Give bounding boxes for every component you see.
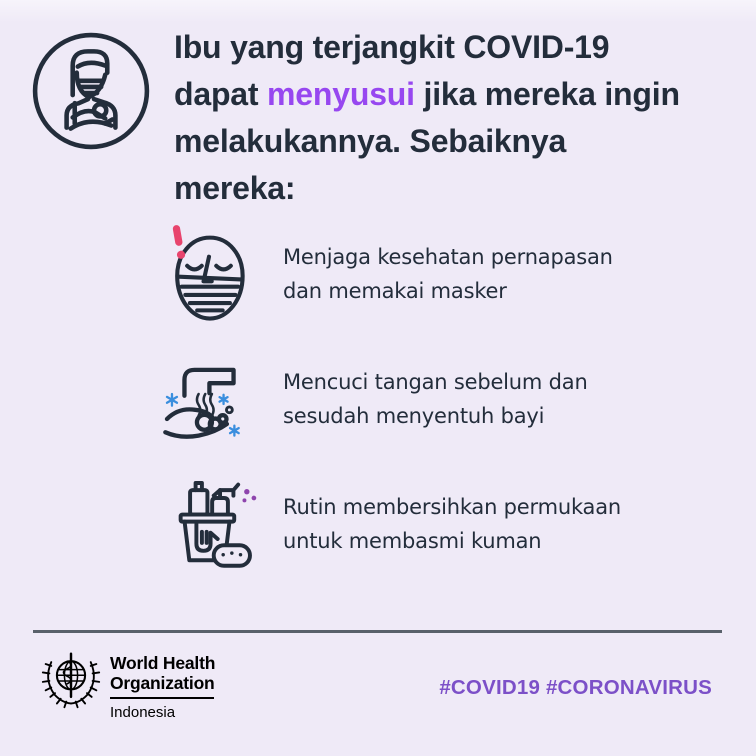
title-line-4: mereka: [174, 170, 296, 206]
masked-face-icon [157, 222, 261, 326]
footer [40, 646, 712, 721]
title-line-2: dapat menyusui jika mereka ingin [174, 76, 680, 112]
list-item-cleaning [157, 472, 756, 576]
header [0, 0, 756, 212]
who-underline [110, 697, 214, 699]
title-line-1: Ibu yang terjangkit COVID-19 [174, 29, 610, 65]
hashtags-label: #COVID19 #CORONAVIRUS [439, 676, 712, 699]
footer-divider [33, 630, 722, 633]
list-item-handwash [157, 347, 756, 451]
who-name-line-2: Organization [110, 673, 215, 693]
who-emblem-icon [40, 649, 102, 711]
list-item-mask [157, 222, 756, 326]
who-region-label: Indonesia [110, 704, 176, 721]
hand-washing-icon [157, 347, 261, 451]
advice-list [0, 222, 756, 576]
who-logo [40, 646, 215, 721]
list-item-text: Rutin membersihkan permukaan untuk membasmi kuman [283, 494, 621, 553]
title-line-3: melakukannya. Sebaiknya [174, 123, 567, 159]
breastfeeding-mother-icon [30, 30, 152, 152]
list-item-text: Menjaga kesehatan pernapasan dan memakai masker [283, 244, 613, 303]
cleaning-supplies-icon [157, 472, 261, 576]
page-title [174, 24, 732, 212]
title-highlight: menyusui [267, 76, 415, 112]
who-wordmark [110, 646, 215, 721]
list-item-text: Mencuci tangan sebelum dan sesudah menyentuh bayi [283, 369, 588, 428]
who-name-line-1: World Health [110, 653, 216, 673]
